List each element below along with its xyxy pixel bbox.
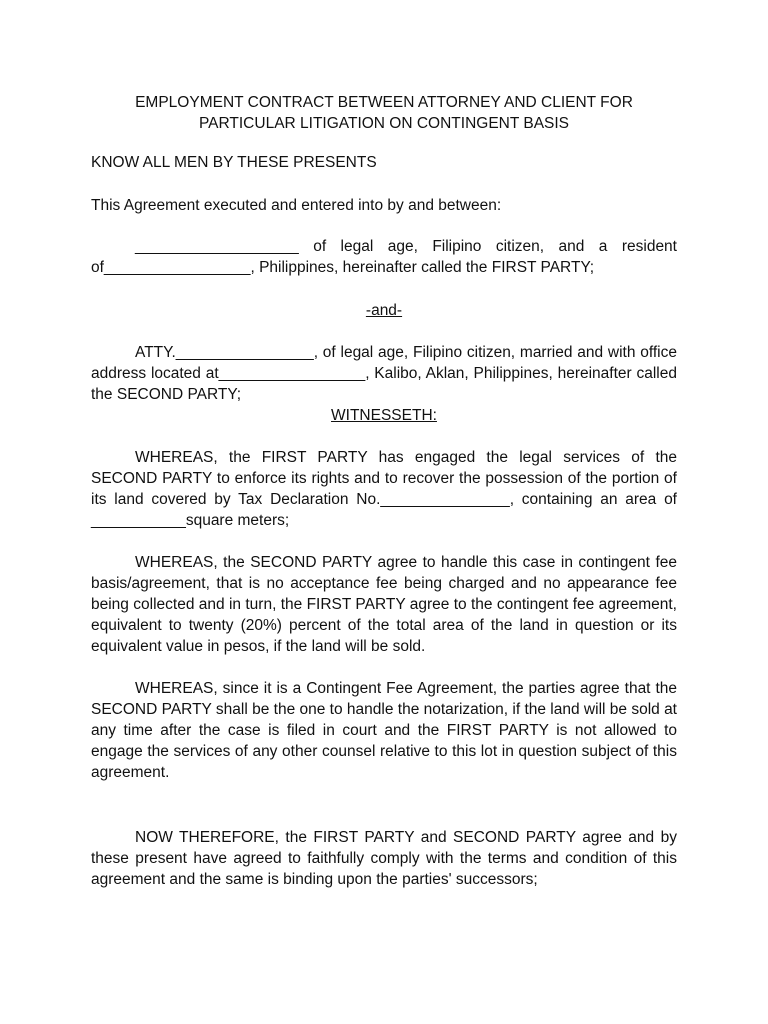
title-line-2: PARTICULAR LITIGATION ON CONTINGENT BASIS <box>198 115 570 132</box>
whereas-paragraph-3: WHEREAS, since it is a Contingent Fee Agreement, the parties agree that the SECOND PARTY shall be the one to handle the notarization, if the land will be sold at any time after the case is filed in court and the FIRST PARTY is not allowed to engage the services of any other counsel relative to this lot in question subject of this agreement. <box>91 680 677 781</box>
intro-paragraph: This Agreement executed and entered into by and between: <box>91 197 502 214</box>
and-separator: -and- <box>365 302 403 319</box>
first-party-paragraph: ___________________ of legal age, Filipino citizen, and a resident of_________________, Philippines, hereinafter called the FIRST PARTY; <box>91 238 677 276</box>
document-title <box>91 92 677 134</box>
contract-body <box>91 92 677 890</box>
whereas-paragraph-1: WHEREAS, the FIRST PARTY has engaged the legal services of the SECOND PARTY to enforce its rights and to recover the possession of the portion of its land covered by Tax Declaration No._______________, containing an area of ___________square meters; <box>91 449 677 529</box>
title-line-1: EMPLOYMENT CONTRACT BETWEEN ATTORNEY AND CLIENT FOR <box>135 94 633 111</box>
whereas-paragraph-2: WHEREAS, the SECOND PARTY agree to handle this case in contingent fee basis/agreement, that is no acceptance fee being charged and no appearance fee being collected and in turn, the FIRST PARTY agree to the contingent fee agreement, equivalent to twenty (20%) percent of the total area of the land in question or its equivalent value in pesos, if the land will be sold. <box>91 554 677 655</box>
now-therefore-paragraph: NOW THEREFORE, the FIRST PARTY and SECOND PARTY agree and by these present have agreed to faithfully comply with the terms and condition of this agreement and the same is binding upon the parties' successors; <box>91 829 677 888</box>
witnesseth-heading: WITNESSETH: <box>331 407 437 424</box>
second-party-paragraph: ATTY.________________, of legal age, Filipino citizen, married and with office address located at_________________, Kalibo, Aklan, Philippines, hereinafter called the SECOND PARTY; <box>91 344 677 403</box>
know-all-men-heading: KNOW ALL MEN BY THESE PRESENTS <box>91 154 377 171</box>
